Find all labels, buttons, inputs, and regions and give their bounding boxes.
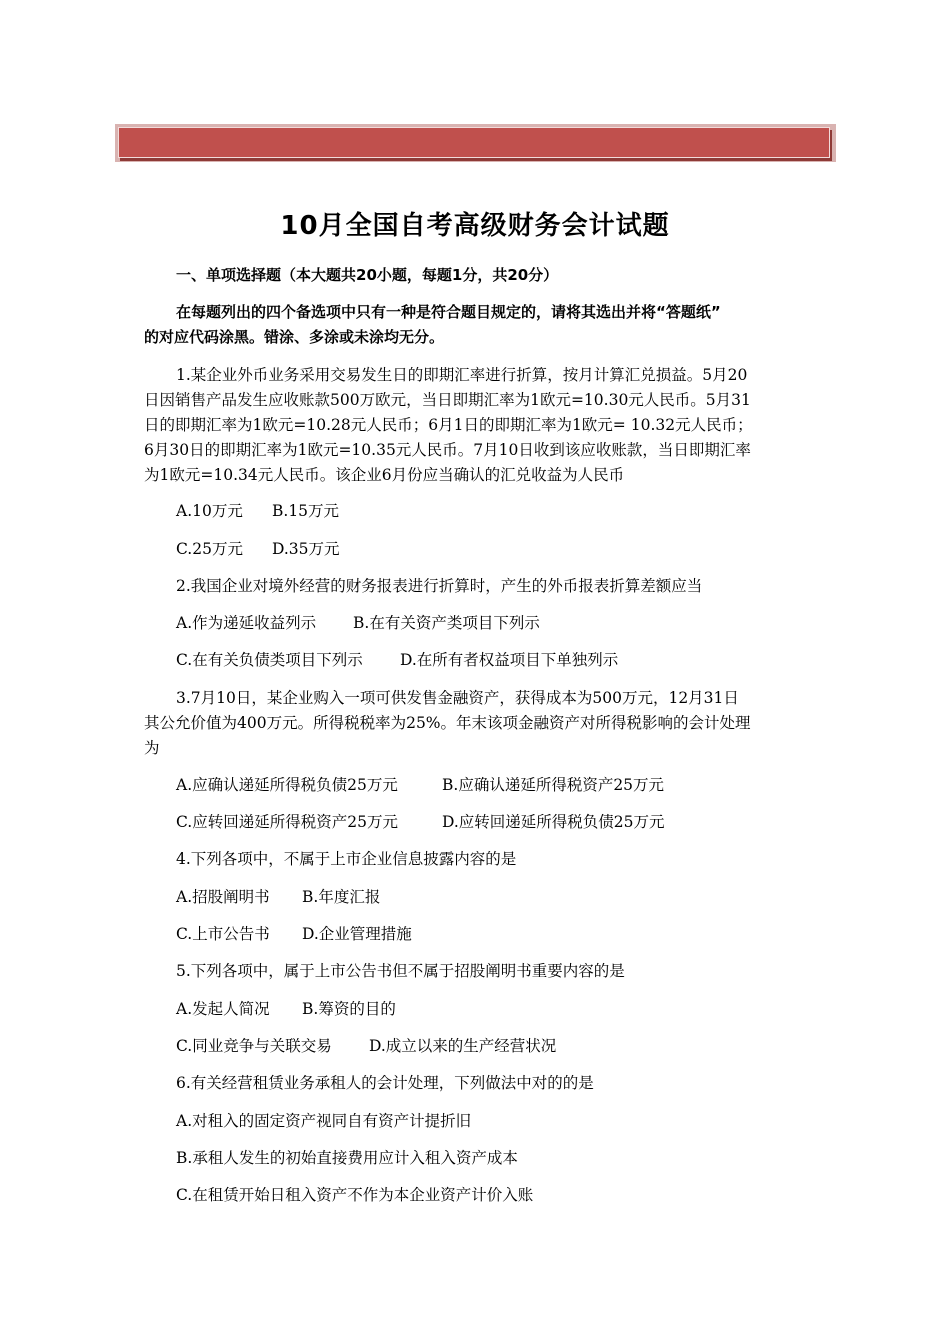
q4-options-row-2 — [176, 921, 412, 947]
q3-stem-line-3: 为 — [144, 739, 160, 757]
q5-options-row-1 — [176, 996, 396, 1022]
q5-stem: 5.下列各项中，属于上市公告书但不属于招股阐明书重要内容的是 — [176, 962, 625, 980]
q1-option-c: C.25万元 — [176, 540, 243, 558]
q3-option-a: A.应确认递延所得税负债25万元 — [176, 776, 398, 794]
q2-option-d: D.在所有者权益项目下单独列示 — [400, 651, 619, 669]
q5-option-d: D.成立以来的生产经营状况 — [369, 1037, 557, 1055]
q2-options-row-2 — [176, 647, 618, 673]
instructions-line-1: 在每题列出的四个备选项中只有一种是符合题目规定的，请将其选出并将“答题纸” — [176, 303, 721, 321]
q1-option-b: B.15万元 — [272, 502, 340, 520]
q4-option-c: C.上市公告书 — [176, 925, 270, 943]
q1-option-d: D.35万元 — [272, 540, 340, 558]
q4-option-a: A.招股阐明书 — [176, 888, 270, 906]
q3-option-c: C.应转回递延所得税资产25万元 — [176, 813, 398, 831]
q2-option-c: C.在有关负债类项目下列示 — [176, 651, 363, 669]
q1-options-row-1 — [176, 498, 339, 524]
q1-stem-line-2: 日因销售产品发生应收账款500万欧元，当日即期汇率为1欧元=10.30元人民币。5月31 — [144, 391, 751, 409]
q3-options-row-2 — [176, 809, 665, 835]
q4-options-row-1 — [176, 884, 380, 910]
q3-option-b: B.应确认递延所得税资产25万元 — [442, 776, 665, 794]
q3-option-d: D.应转回递延所得税负债25万元 — [442, 813, 665, 831]
q5-options-row-2 — [176, 1033, 556, 1059]
q4-option-b: B.年度汇报 — [302, 888, 381, 906]
q6-option-c: C.在租赁开始日租入资产不作为本企业资产计价入账 — [176, 1186, 534, 1204]
q6-stem: 6.有关经营租赁业务承租人的会计处理，下列做法中对的的是 — [176, 1074, 594, 1092]
q5-option-b: B.筹资的目的 — [302, 1000, 396, 1018]
q1-stem-line-5: 为1欧元=10.34元人民币。该企业6月份应当确认的汇兑收益为人民币 — [144, 466, 625, 484]
q5-option-a: A.发起人简况 — [176, 1000, 270, 1018]
q1-option-a: A.10万元 — [176, 502, 243, 520]
q1-stem-line-1: 1.某企业外币业务采用交易发生日的即期汇率进行折算，按月计算汇兑损益。5月20 — [176, 366, 748, 384]
q4-stem: 4.下列各项中，不属于上市企业信息披露内容的是 — [176, 850, 517, 868]
q6-option-a: A.对租入的固定资产视同自有资产计提折旧 — [176, 1112, 472, 1130]
header-banner — [118, 127, 830, 158]
instructions-line-2: 的对应代码涂黑。错涂、多涂或未涂均无分。 — [144, 328, 445, 346]
q2-stem: 2.我国企业对境外经营的财务报表进行折算时，产生的外币报表折算差额应当 — [176, 577, 703, 595]
q1-options-row-2 — [176, 536, 340, 562]
page-title: 10月全国自考高级财务会计试题 — [280, 211, 670, 241]
q1-stem-line-3: 日的即期汇率为1欧元=10.28元人民币；6月1日的即期汇率为1欧元= 10.32元人民币； — [144, 416, 753, 434]
q2-option-b: B.在有关资产类项目下列示 — [353, 614, 540, 632]
q2-option-a: A.作为递延收益列示 — [176, 614, 317, 632]
q3-options-row-1 — [176, 772, 664, 798]
q4-option-d: D.企业管理措施 — [302, 925, 412, 943]
q1-stem-line-4: 6月30日的即期汇率为1欧元=10.35元人民币。7月10日收到该应收账款，当日即期汇率 — [144, 441, 751, 459]
section-heading: 一、单项选择题（本大题共20小题，每题1分，共20分） — [176, 266, 559, 284]
q3-stem-line-1: 3.7月10日，某企业购入一项可供发售金融资产，获得成本为500万元，12月31日 — [176, 689, 739, 707]
q2-options-row-1 — [176, 610, 540, 636]
q5-option-c: C.同业竞争与关联交易 — [176, 1037, 332, 1055]
q3-stem-line-2: 其公允价值为400万元。所得税税率为25%。年末该项金融资产对所得税影响的会计处理 — [144, 714, 751, 732]
q6-option-b: B.承租人发生的初始直接费用应计入租入资产成本 — [176, 1149, 518, 1167]
